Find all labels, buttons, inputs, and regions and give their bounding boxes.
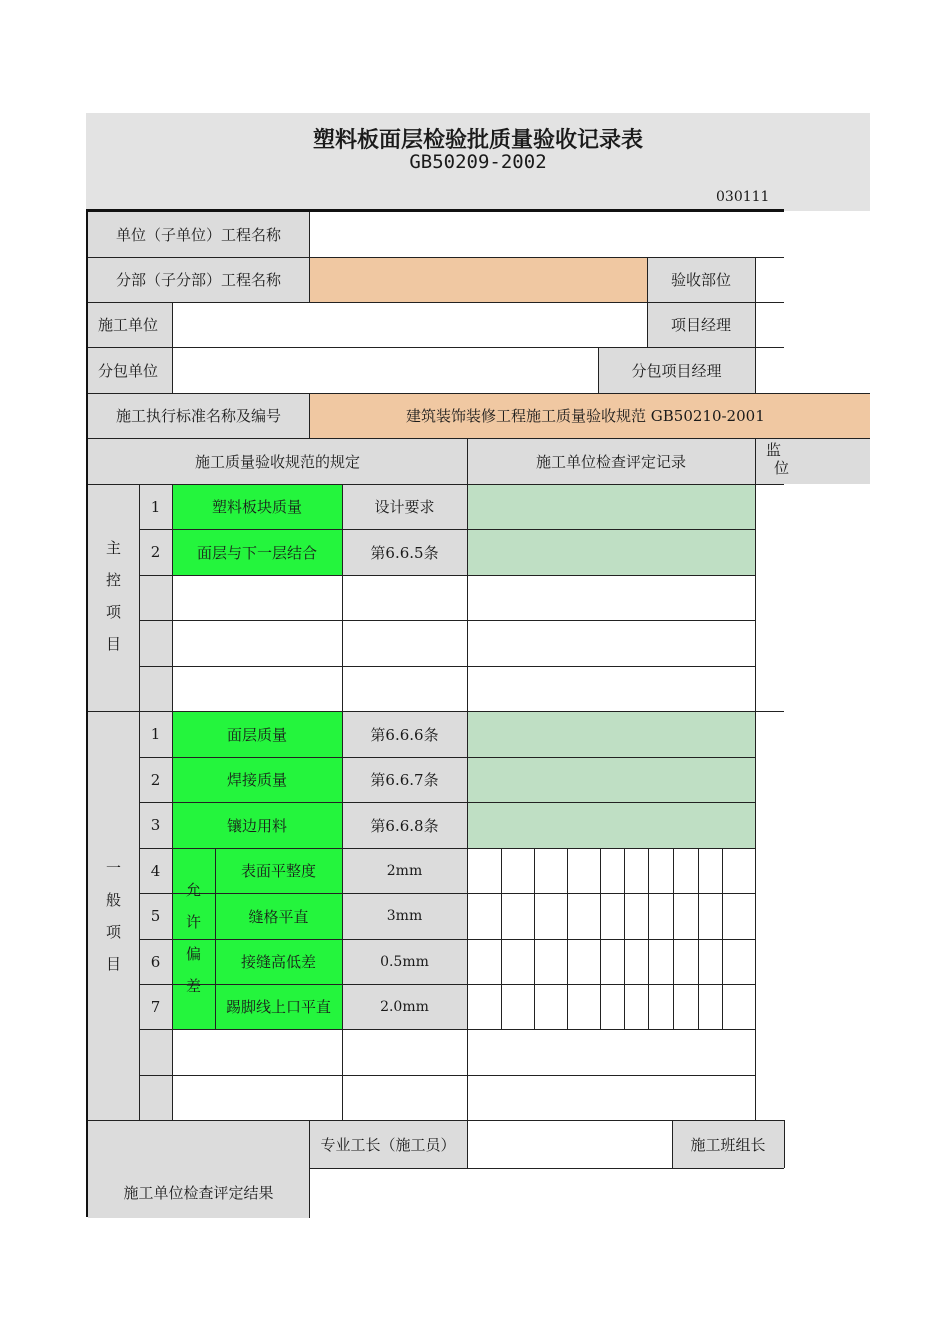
grid-line [648,848,649,1029]
tolerance-no: 6 [150,952,161,971]
tolerance-char: 差 [185,977,201,995]
general-group-char: 项 [105,923,121,941]
general-item-req: 第6.6.8条 [370,816,439,835]
supervisor-header-fragment [766,441,790,477]
general-item-name: 镶边用料 [226,816,287,835]
form-title: 塑料板面层检验批质量验收记录表 [312,126,643,153]
general-item-no: 3 [150,816,161,834]
team-leader-label: 施工班组长 [690,1135,766,1154]
general-item-no: 2 [150,770,161,789]
tolerance-no: 7 [150,997,161,1016]
general-item-req: 第6.6.6条 [370,725,439,744]
grid-line [139,1075,755,1076]
grid-line [567,848,568,1029]
general-group-char: 目 [105,955,121,973]
main-group-char: 控 [105,571,121,589]
main-group-char: 主 [105,539,121,557]
contractor-label: 施工单位 [98,316,159,334]
grid-line [600,848,601,1029]
standard-label: 施工执行标准名称及编号 [115,407,281,425]
grid-line [755,438,756,484]
supervisor-header-char-1: 监 [766,441,782,459]
main-item-name: 面层与下一层结合 [196,543,317,562]
main-item-name: 塑料板块质量 [211,498,302,516]
tolerance-value: 3mm [386,908,423,924]
grid-line [755,257,756,393]
result-label: 施工单位检查评定结果 [123,1183,274,1202]
tolerance-name: 接缝高低差 [240,953,316,971]
tolerance-value: 2.0mm [380,998,429,1015]
inspection-part-label: 验收部位 [670,271,731,289]
sub-project-value-cell[interactable] [309,257,647,302]
grid-line [534,848,535,1029]
grid-line [784,1120,785,1168]
tolerance-name: 表面平整度 [240,862,316,880]
main-group-char: 项 [105,603,121,621]
main-group-char: 目 [105,635,121,653]
project-manager-label: 项目经理 [670,316,731,334]
standard-value: 建筑装饰装修工程施工质量验收规范 GB50210-2001 [406,407,765,425]
record-header: 施工单位检查评定记录 [535,452,686,471]
grid-line [501,848,502,1029]
grid-line [139,1029,755,1030]
general-group-char: 一 [105,859,121,877]
main-item-no: 1 [150,497,161,516]
grid-line [172,302,173,393]
sub-pm-label: 分包项目经理 [631,361,722,380]
unit-project-value[interactable] [309,212,784,257]
tolerance-value: 2mm [386,862,423,879]
general-item-no: 1 [150,725,161,743]
unit-project-label: 单位（子单位）工程名称 [115,226,281,244]
foreman-label: 专业工长（施工员） [320,1135,456,1154]
grid-line [139,575,755,576]
grid-line [755,711,756,1120]
main-item-req: 设计要求 [374,498,435,516]
main-item-req: 第6.6.5条 [370,543,439,562]
tolerance-label [172,874,215,1002]
tolerance-char: 允 [185,881,201,899]
main-group-label [88,532,139,660]
general-record-cells[interactable] [467,711,755,848]
general-item-req: 第6.6.7条 [370,771,439,789]
sub-project-label: 分部（子分部）工程名称 [115,271,281,289]
general-group-label [88,852,139,980]
tolerance-value: 0.5mm [380,953,429,970]
grid-line [624,848,625,1029]
form-standard: GB50209-2002 [409,151,547,173]
supervisor-header-char-2: 位 [774,459,790,477]
tolerance-no: 5 [150,907,161,925]
tolerance-name: 踢脚线上口平直 [225,998,331,1016]
tolerance-char: 许 [185,913,201,931]
tolerance-name: 缝格平直 [248,907,309,926]
grid-line [755,484,756,711]
grid-line [139,666,755,667]
grid-line [698,848,699,1029]
grid-line [309,393,310,438]
grid-line [467,1120,468,1168]
grid-line [722,848,723,1029]
general-group-char: 般 [105,891,121,909]
main-item-no: 2 [150,543,161,561]
tolerance-char: 偏 [185,945,201,963]
spec-header: 施工质量验收规范的规定 [194,452,360,471]
grid-line [673,848,674,1029]
subcontractor-label: 分包单位 [98,361,159,380]
form-code: 030111 [716,189,770,205]
tolerance-no: 4 [150,861,161,880]
general-item-name: 焊接质量 [226,771,287,789]
grid-line [139,620,755,621]
grid-line [309,1168,784,1169]
general-item-name: 面层质量 [226,725,287,744]
